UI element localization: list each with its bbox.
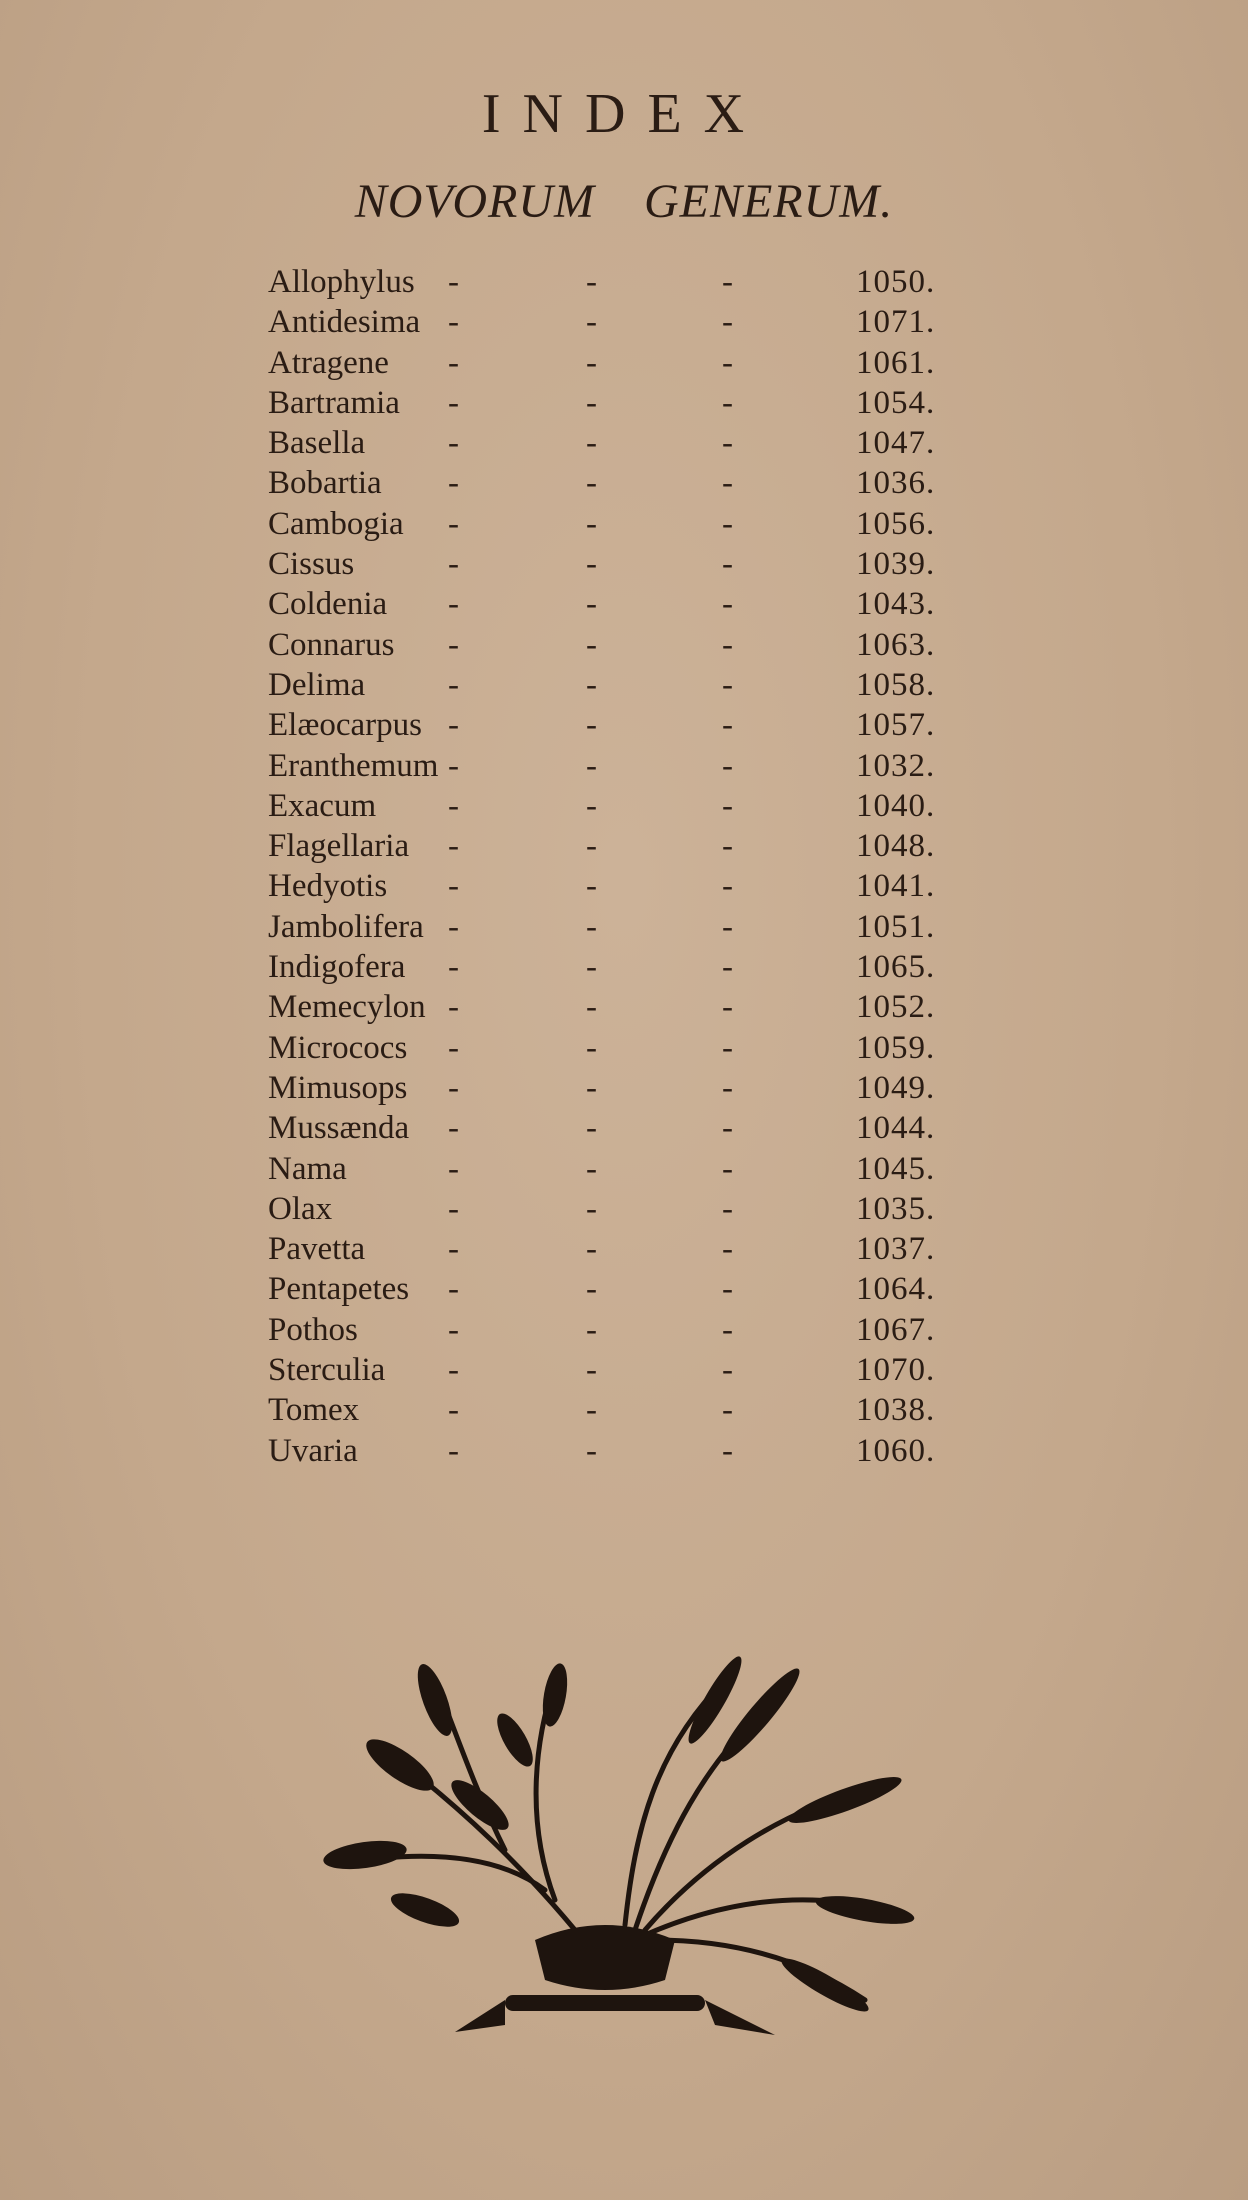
leader-dash: -: [448, 1271, 459, 1308]
page-number: 1048.: [856, 828, 936, 865]
leader-dash: -: [586, 747, 597, 784]
leader-dash: -: [448, 425, 459, 462]
index-entry: [268, 786, 988, 826]
leader-dash: -: [722, 868, 733, 905]
leader-dash: -: [448, 1190, 459, 1227]
genus-name: Exacum: [268, 787, 377, 824]
leader-dash: -: [448, 989, 459, 1026]
leader-dash: -: [448, 868, 459, 905]
genus-name: Mussænda: [268, 1110, 410, 1147]
page-number: 1035.: [856, 1190, 936, 1227]
genus-name: Pothos: [268, 1311, 358, 1348]
leader-dash: -: [722, 1352, 733, 1389]
genus-name: Pentapetes: [268, 1271, 410, 1308]
leader-dash: -: [586, 1110, 597, 1147]
index-entry: [268, 1229, 988, 1269]
leader-dash: -: [586, 908, 597, 945]
page-number: 1049.: [856, 1069, 936, 1106]
index-entry: [268, 907, 988, 947]
genus-name: Elæocarpus: [268, 707, 422, 744]
genus-name: Pavetta: [268, 1231, 366, 1268]
index-entry: [268, 302, 988, 342]
leader-dash: -: [448, 908, 459, 945]
leader-dash: -: [722, 465, 733, 502]
genus-name: Allophylus: [268, 264, 415, 300]
index-entry: [268, 544, 988, 584]
page-number: 1037.: [856, 1231, 936, 1268]
page-number: 1051.: [856, 908, 936, 945]
leader-dash: -: [586, 1311, 597, 1348]
page-number: 1052.: [856, 989, 936, 1026]
leader-dash: -: [722, 1069, 733, 1106]
index-entry: [268, 1350, 988, 1390]
index-entry: [268, 1189, 988, 1229]
leader-dash: -: [586, 707, 597, 744]
leader-dash: -: [448, 1231, 459, 1268]
genus-name: Jambolifera: [268, 908, 424, 945]
page-number: 1067.: [856, 1311, 936, 1348]
index-entry: [268, 383, 988, 423]
leader-dash: -: [722, 666, 733, 703]
leader-dash: -: [448, 666, 459, 703]
index-entry: [268, 463, 988, 503]
leader-dash: -: [722, 1271, 733, 1308]
leader-dash: -: [586, 1150, 597, 1187]
page-number: 1060.: [856, 1432, 936, 1469]
page-number: 1061.: [856, 344, 936, 381]
page-number: 1038.: [856, 1392, 936, 1429]
leader-dash: -: [722, 304, 733, 341]
index-entry: [268, 262, 988, 302]
leader-dash: -: [586, 1069, 597, 1106]
index-entry: [268, 343, 988, 383]
genus-name: Cambogia: [268, 505, 404, 542]
page-number: 1043.: [856, 586, 936, 623]
genus-name: Flagellaria: [268, 828, 410, 865]
page-number: 1063.: [856, 626, 936, 663]
index-entry: [268, 1310, 988, 1350]
page-number: 1070.: [856, 1352, 936, 1389]
leader-dash: -: [586, 384, 597, 421]
genus-name: Bartramia: [268, 384, 400, 421]
leader-dash: -: [448, 304, 459, 341]
index-entry: [268, 423, 988, 463]
genus-name: Micrococs: [268, 1029, 408, 1066]
leader-dash: -: [586, 344, 597, 381]
page-number: 1065.: [856, 949, 936, 986]
leader-dash: -: [448, 1352, 459, 1389]
leader-dash: -: [586, 1392, 597, 1429]
leader-dash: -: [448, 384, 459, 421]
index-entry: [268, 866, 988, 906]
page-number: 1054.: [856, 384, 936, 421]
leader-dash: -: [722, 344, 733, 381]
leader-dash: -: [722, 626, 733, 663]
leader-dash: -: [722, 787, 733, 824]
leader-dash: -: [722, 1311, 733, 1348]
leader-dash: -: [448, 828, 459, 865]
leader-dash: -: [586, 505, 597, 542]
leader-dash: -: [586, 787, 597, 824]
genus-name: Bobartia: [268, 465, 382, 502]
leader-dash: -: [722, 707, 733, 744]
leader-dash: -: [722, 747, 733, 784]
leader-dash: -: [722, 1392, 733, 1429]
leader-dash: -: [722, 1432, 733, 1469]
leader-dash: -: [722, 384, 733, 421]
index-entry: [268, 665, 988, 705]
index-entry: [268, 705, 988, 745]
leader-dash: -: [722, 908, 733, 945]
index-entry: [268, 826, 988, 866]
genus-name: Coldenia: [268, 586, 388, 623]
leader-dash: -: [722, 1190, 733, 1227]
leader-dash: -: [448, 586, 459, 623]
genus-name: Connarus: [268, 626, 395, 663]
index-entry: [268, 1108, 988, 1148]
page-number: 1045.: [856, 1150, 936, 1187]
leader-dash: -: [448, 1110, 459, 1147]
page-title: INDEX: [481, 83, 767, 145]
leader-dash: -: [586, 666, 597, 703]
page-number: 1044.: [856, 1110, 936, 1147]
leader-dash: -: [722, 828, 733, 865]
index-entry: [268, 947, 988, 987]
index-entry: [268, 504, 988, 544]
leader-dash: -: [448, 1432, 459, 1469]
leader-dash: -: [722, 949, 733, 986]
leader-dash: -: [586, 546, 597, 583]
leader-dash: -: [586, 868, 597, 905]
genus-name: Antidesima: [268, 304, 421, 341]
index-entry: [268, 987, 988, 1027]
genus-name: Uvaria: [268, 1432, 358, 1469]
leader-dash: -: [586, 425, 597, 462]
leader-dash: -: [586, 828, 597, 865]
leader-dash: -: [722, 1231, 733, 1268]
genus-name: Hedyotis: [268, 868, 388, 905]
leader-dash: -: [586, 1352, 597, 1389]
leader-dash: -: [448, 949, 459, 986]
genus-name: Memecylon: [268, 989, 426, 1026]
page-number: 1032.: [856, 747, 936, 784]
leader-dash: -: [448, 264, 459, 300]
leader-dash: -: [448, 1392, 459, 1429]
leader-dash: -: [448, 787, 459, 824]
index-entry: [268, 1431, 988, 1471]
leader-dash: -: [586, 264, 597, 300]
leader-dash: -: [448, 747, 459, 784]
leader-dash: -: [586, 304, 597, 341]
leader-dash: -: [586, 1432, 597, 1469]
leader-dash: -: [586, 989, 597, 1026]
leader-dash: -: [586, 1190, 597, 1227]
page-number: 1071.: [856, 304, 936, 341]
leader-dash: -: [448, 546, 459, 583]
leader-dash: -: [448, 707, 459, 744]
page-number: 1057.: [856, 707, 936, 744]
leader-dash: -: [722, 505, 733, 542]
genus-index-list: [268, 262, 988, 1471]
page-number: 1036.: [856, 465, 936, 502]
genus-name: Olax: [268, 1190, 333, 1227]
page-number: 1050.: [856, 264, 936, 300]
leader-dash: -: [448, 1069, 459, 1106]
leader-dash: -: [722, 1110, 733, 1147]
genus-name: Mimusops: [268, 1069, 408, 1106]
genus-name: Indigofera: [268, 949, 406, 986]
page-number: 1056.: [856, 505, 936, 542]
index-entry: [268, 584, 988, 624]
page-number: 1064.: [856, 1271, 936, 1308]
leader-dash: -: [586, 586, 597, 623]
index-entry: [268, 625, 988, 665]
genus-name: Tomex: [268, 1392, 360, 1429]
leader-dash: -: [586, 465, 597, 502]
index-entry: [268, 1068, 988, 1108]
leader-dash: -: [722, 586, 733, 623]
genus-name: Sterculia: [268, 1352, 386, 1389]
leader-dash: -: [448, 1029, 459, 1066]
index-entry: [268, 1390, 988, 1430]
leader-dash: -: [586, 1029, 597, 1066]
leader-dash: -: [448, 465, 459, 502]
index-entry: [268, 1149, 988, 1189]
genus-name: Delima: [268, 666, 366, 703]
leader-dash: -: [722, 989, 733, 1026]
page-subtitle: NOVORUM GENERUM.: [354, 175, 894, 228]
page-number: 1039.: [856, 546, 936, 583]
index-entry: [268, 1269, 988, 1309]
leader-dash: -: [586, 949, 597, 986]
genus-name: Nama: [268, 1150, 347, 1187]
genus-name: Basella: [268, 425, 366, 462]
leader-dash: -: [722, 1029, 733, 1066]
genus-name: Eranthemum: [268, 747, 439, 784]
leader-dash: -: [448, 626, 459, 663]
leader-dash: -: [722, 546, 733, 583]
leader-dash: -: [722, 1150, 733, 1187]
woodcut-flower-vase-icon: [305, 1640, 915, 2040]
page-number: 1058.: [856, 666, 936, 703]
leader-dash: -: [722, 425, 733, 462]
page-number: 1040.: [856, 787, 936, 824]
page-number: 1059.: [856, 1029, 936, 1066]
leader-dash: -: [448, 1150, 459, 1187]
genus-name: Atragene: [268, 344, 389, 381]
leader-dash: -: [586, 626, 597, 663]
leader-dash: -: [448, 344, 459, 381]
leader-dash: -: [586, 1271, 597, 1308]
leader-dash: -: [448, 505, 459, 542]
page-number: 1047.: [856, 425, 936, 462]
index-entry: [268, 1028, 988, 1068]
leader-dash: -: [586, 1231, 597, 1268]
leader-dash: -: [722, 264, 733, 300]
genus-name: Cissus: [268, 546, 355, 583]
index-entry: [268, 746, 988, 786]
page-number: 1041.: [856, 868, 936, 905]
leader-dash: -: [448, 1311, 459, 1348]
